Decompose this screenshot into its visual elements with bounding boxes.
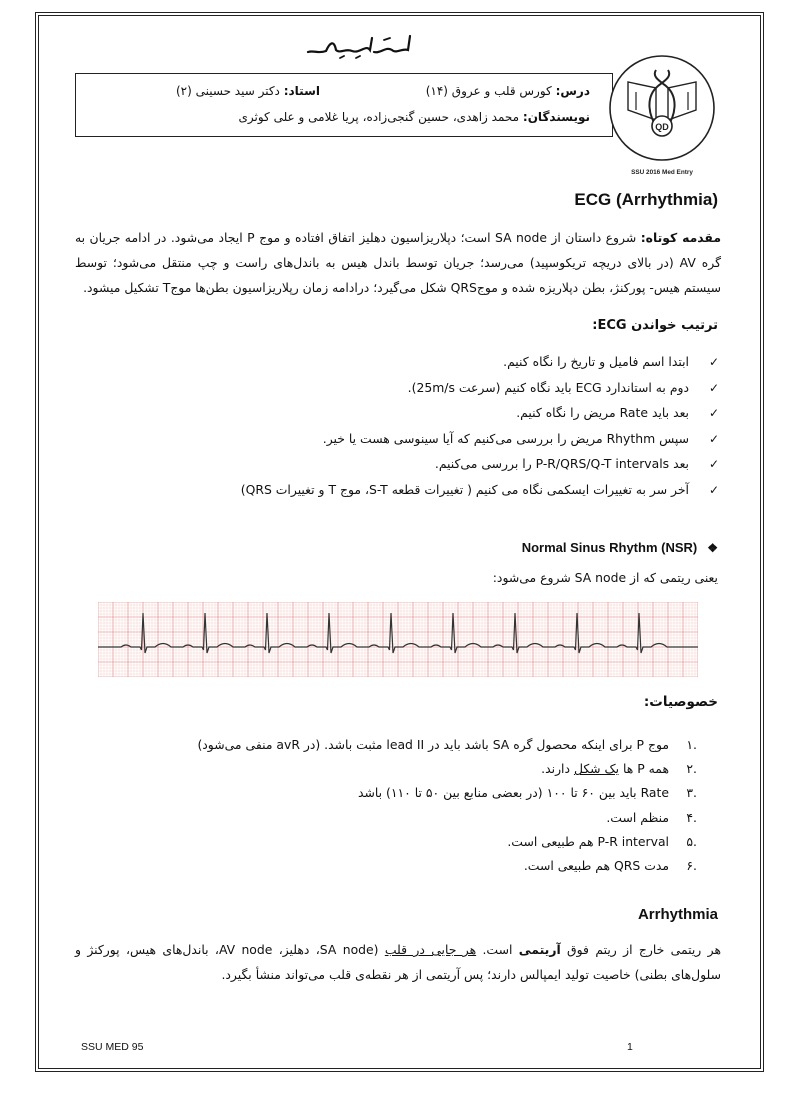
list-item-text: بعد P-R/QRS/Q-T intervals را بررسی می‌کنیم. [434, 456, 689, 471]
list-item-text: Rate باید بین ۶۰ تا ۱۰۰ (در بعضی منابع بین ۵۰ تا ۱۱۰) باشد [357, 785, 669, 801]
list-item [197, 806, 697, 830]
item-number: .۵ [686, 833, 697, 849]
item-number: .۶ [686, 857, 697, 873]
list-item-text: ابتدا اسم فامیل و تاریخ را نگاه کنیم. [503, 354, 689, 369]
list-item-text: P-R interval هم طبیعی است. [507, 833, 669, 849]
authors-value: محمد زاهدی، حسین گنجی‌زاده، پریا غلامی و علی کوثری [238, 110, 520, 124]
ecg-strip-image [98, 602, 698, 677]
list-item-text: منظم است. [606, 809, 669, 825]
authors-label: نویسندگان: [522, 110, 590, 124]
checkmark-icon: ✓ [708, 380, 719, 395]
nsr-definition: یعنی ریتمی که از SA node شروع می‌شود: [492, 570, 718, 585]
list-item [241, 349, 719, 375]
arrhythmia-bold: آریتمی [518, 942, 561, 957]
list-item [241, 426, 719, 452]
item-number: .۲ [686, 761, 697, 777]
list-item [197, 781, 697, 805]
course-line [426, 84, 590, 98]
list-item-text: موج P برای اینکه محصول گره SA باشد باید در lead II مثبت باشد. (در avR منفی می‌شود) [197, 737, 669, 752]
authors-line [239, 110, 591, 124]
underlined-text: هر جایی در قلب [384, 942, 477, 957]
arrhythmia-paragraph [75, 937, 721, 987]
features-list [197, 733, 697, 878]
arrhythmia-text: (SA node، دهلیز، AV node، باندل‌های هیس، پورکنژ و سلول‌های بطنی) خاصیت تولید ایمپالس دارند؛ پس آریتمی از هر نقطه‌ی قلب می‌تواند منشأ بگیرد. [75, 942, 721, 982]
ssu-logo [606, 46, 719, 178]
course-label: درس: [555, 84, 590, 98]
footer-label: SSU MED 95 [81, 1041, 144, 1053]
list-item-text: بعد باید Rate مریض را نگاه کنیم. [516, 405, 689, 420]
list-item-text: مدت QRS هم طبیعی است. [523, 857, 669, 873]
list-item [197, 733, 697, 757]
arrhythmia-heading: Arrhythmia [637, 906, 718, 923]
ecg-order-list [241, 349, 719, 502]
list-item-text: دوم به استاندارد ECG باید نگاه کنیم (سرعت 25m/s). [407, 379, 689, 395]
basmala-calligraphy [300, 30, 420, 64]
checkmark-icon: ✓ [708, 406, 719, 420]
checkmark-icon: ✓ [708, 482, 719, 497]
logo-caption: SSU 2016 Med Entry [631, 169, 693, 176]
list-item-text: همه P ها [619, 761, 669, 777]
arrhythmia-text: هر ریتمی خارج از ریتم فوق [560, 942, 721, 957]
intro-label: مقدمه کوتاه: [640, 230, 722, 245]
list-item-text: دارند. [541, 761, 574, 777]
teacher-value: دکتر سید حسینی (۲) [175, 84, 280, 98]
list-item [241, 451, 719, 477]
item-number: .۳ [686, 785, 697, 801]
checkmark-icon: ✓ [708, 457, 719, 471]
ecg-grid [98, 602, 698, 677]
intro-text: شروع داستان از SA node است؛ دپلاریزاسیون دهلیز اتفاق افتاده و موج P ایجاد می‌شود. در ادامه جریان به گره AV (در بالای دریچه تریکوسپید) می‌رسد؛ جریان توسط باندل هیس به باندل‌های راست و چپ منتقل می‌شود؛ توسط سیستم هیس- پورکنژ، بطن دپلاریزه شده و موجQRS شکل می‌گیرد؛ درادامه زمان رپلاریزاسیون بطن‌ها موجT تشکیل میشود. [75, 230, 721, 295]
course-value: کورس قلب و عروق (۱۴) [425, 84, 552, 98]
teacher-label: استاد: [283, 84, 320, 98]
item-number: .۴ [686, 809, 697, 825]
list-item [241, 400, 719, 426]
checkmark-icon: ✓ [708, 355, 719, 369]
ecg-order-heading: ترتیب خواندن ECG: [592, 318, 718, 333]
page-number: 1 [627, 1041, 633, 1053]
item-number: .۱ [686, 737, 697, 752]
underlined-text: یک شکل [573, 761, 620, 777]
features-heading: خصوصیات: [643, 694, 718, 710]
list-item [241, 477, 719, 503]
list-item-text: سپس Rhythm مریض را بررسی می‌کنیم که آیا سینوسی هست یا خیر. [322, 430, 689, 446]
list-item [197, 830, 697, 854]
page-title: ECG (Arrhythmia) [574, 190, 718, 209]
arrhythmia-text: است. [476, 942, 519, 957]
teacher-line [176, 84, 320, 98]
nsr-heading [522, 540, 718, 555]
course-info-box [75, 73, 613, 137]
list-item [197, 757, 697, 781]
list-item [241, 375, 719, 401]
checkmark-icon: ✓ [708, 431, 719, 446]
intro-paragraph [75, 225, 721, 300]
list-item [197, 854, 697, 878]
list-item-text: آخر سر به تغییرات ایسکمی نگاه می کنیم ( تغییرات قطعه S-T، موج T و تغییرات QRS) [240, 481, 689, 497]
diamond-bullet-icon: ❖ [707, 541, 718, 555]
nsr-heading-text: Normal Sinus Rhythm (NSR) [521, 540, 698, 555]
logo-monogram: QD [655, 122, 669, 132]
